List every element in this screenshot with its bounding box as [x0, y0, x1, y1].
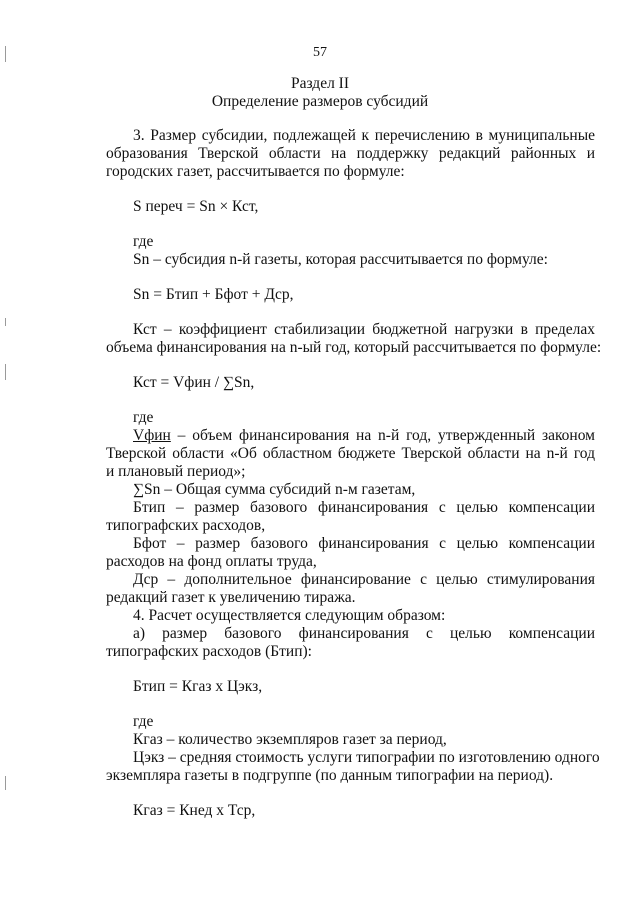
tsekz-definition-line-1: Цэкз – средняя стоимость услуги типографии по изготовлению одного: [133, 749, 600, 766]
formula-kst: Кст = Vфин / ∑Sn,: [133, 374, 255, 391]
formula-s-perech: S переч = Sn × Кст,: [133, 198, 259, 215]
sn-definition: Sn – субсидия n-й газеты, которая рассчитывается по формуле:: [133, 251, 548, 268]
btip-definition-line-2: типографских расходов,: [106, 517, 266, 534]
bfot-definition-line-1: Бфот – размер базового финансирования с целью компенсации: [133, 535, 595, 552]
tsekz-definition-line-2: экземпляра газеты в подгруппе (по данным типографии на период).: [106, 767, 554, 784]
where-label-2: где: [133, 409, 154, 426]
vfin-definition-line-2: Тверской области «Об областном бюджете Тверской области на n-й год: [106, 445, 595, 462]
where-label-1: где: [133, 233, 154, 250]
btip-definition-line-1: Бтип – размер базового финансирования с целью компенсации: [133, 499, 595, 516]
where-label-3: где: [133, 713, 154, 730]
paragraph-4a-line-1: а) размер базового финансирования с целью компенсации: [133, 625, 595, 642]
formula-sn: Sn = Бтип + Бфот + Дср,: [133, 286, 294, 303]
vfin-definition-text: – объем финансирования на n-й год, утвержденный законом: [170, 427, 595, 444]
kst-definition-line-2: объема финансирования на n-ый год, который рассчитывается по формуле:: [106, 339, 602, 356]
paragraph-3-line-3: городских газет, рассчитывается по формуле:: [106, 163, 405, 180]
kst-definition-line-1: Кст – коэффициент стабилизации бюджетной нагрузки в пределах: [133, 321, 595, 338]
vfin-symbol: Vфин: [133, 427, 171, 444]
paragraph-4: 4. Расчет осуществляется следующим образом:: [133, 607, 446, 624]
paragraph-3-line-2: образования Тверской области на поддержку редакций районных и: [106, 145, 595, 162]
section-heading: Раздел II: [290, 75, 350, 92]
section-title: Определение размеров субсидий: [211, 93, 429, 110]
formula-kgaz: Кгаз = Кнед х Тср,: [133, 802, 256, 819]
dsr-definition-line-1: Дср – дополнительное финансирование с целью стимулирования: [133, 571, 595, 588]
scan-mark: [5, 364, 6, 380]
scan-mark: [5, 776, 6, 790]
vfin-definition-line-1: [133, 427, 595, 445]
paragraph-3-line-1: 3. Размер субсидии, подлежащей к перечислению в муниципальные: [133, 127, 595, 144]
paragraph-4a-line-2: типографских расходов (Бтип):: [106, 643, 312, 660]
vfin-definition-line-3: и плановый период»;: [106, 463, 246, 480]
bfot-definition-line-2: расходов на фонд оплаты труда,: [106, 553, 317, 570]
page-number: 57: [313, 45, 327, 60]
dsr-definition-line-2: редакций газет к увеличению тиража.: [106, 589, 356, 606]
sum-sn-definition: ∑Sn – Общая сумма субсидий n-м газетам,: [133, 481, 416, 498]
kgaz-definition: Кгаз – количество экземпляров газет за период,: [133, 731, 447, 748]
formula-btip: Бтип = Кгаз х Цэкз,: [133, 678, 263, 695]
scan-mark: [5, 318, 6, 326]
